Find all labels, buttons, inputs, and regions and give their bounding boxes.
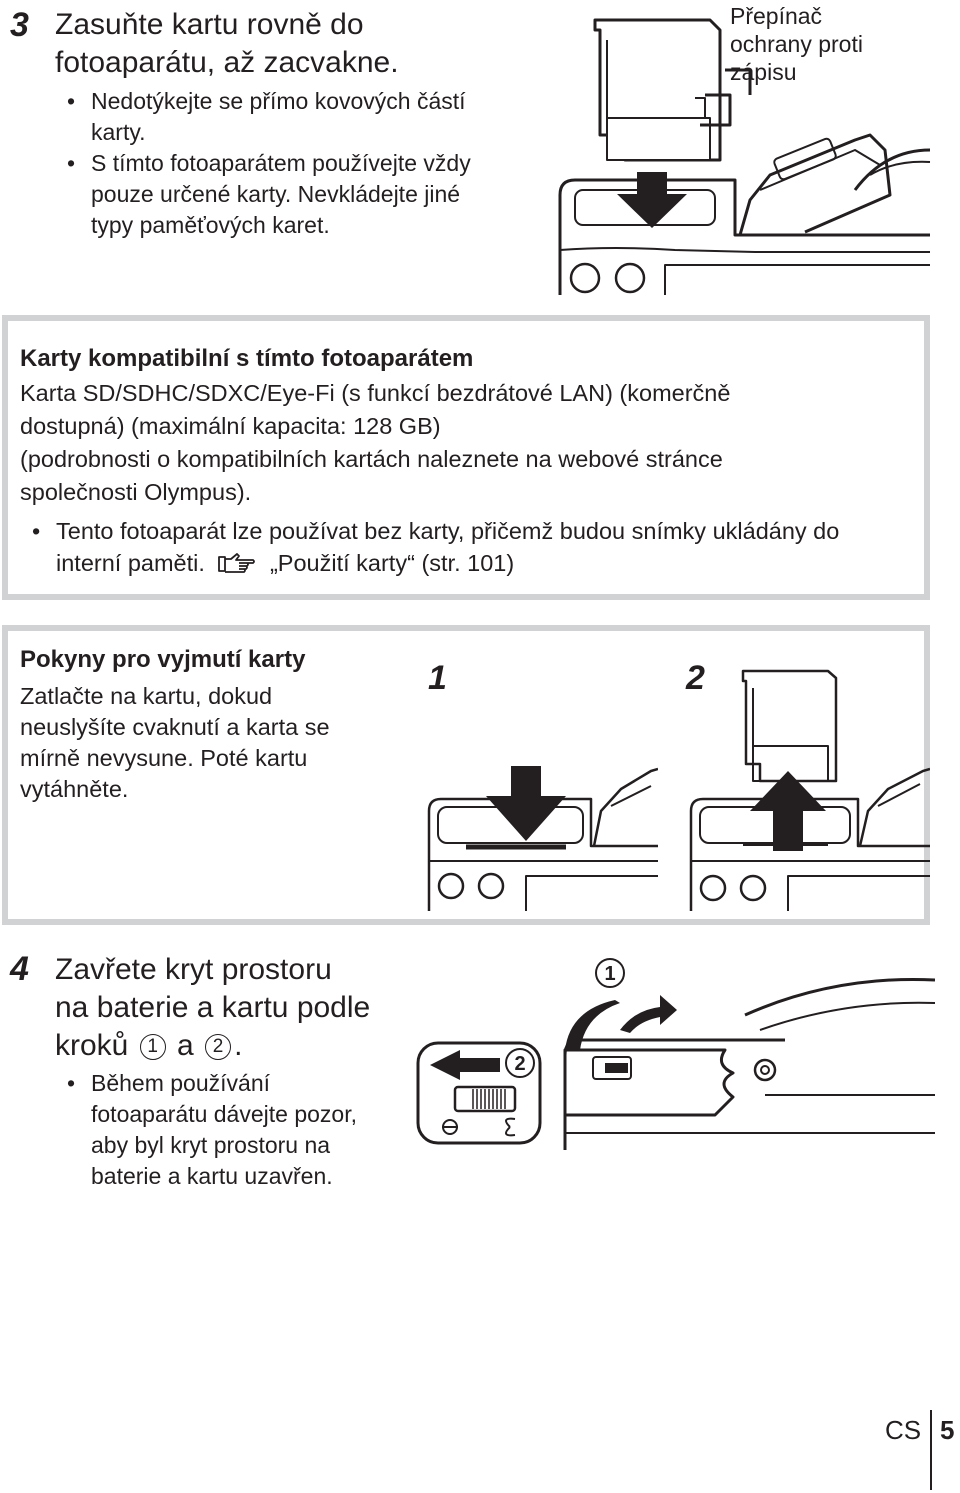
list-item [55, 86, 535, 148]
compatible-cards-bullets [20, 515, 930, 579]
arrow-left-icon [430, 1050, 500, 1080]
bullet-line: baterie a kartu uzavřen. [91, 1163, 333, 1189]
label-line: zápisu [730, 59, 797, 85]
bullet-line: • Nedotýkejte se přímo kovových částí [91, 88, 466, 114]
bullet-line: • Tento fotoaparát lze používat bez karty, přičemž budou snímky ukládány do [56, 518, 840, 544]
body-line: neuslyšíte cvaknutí a karta se [20, 714, 330, 740]
curved-arrow-icon [620, 995, 677, 1033]
step-4-number: 4 [10, 950, 29, 988]
body-line: Zatlačte na kartu, dokud [20, 683, 273, 709]
removal-figure-1-label: 1 [428, 659, 447, 697]
compatible-cards-box [2, 315, 930, 600]
step-4-title-line [55, 1027, 370, 1065]
bullet-line: • S tímto fotoaparátem používejte vždy [91, 150, 471, 176]
card-pull-illustration [688, 666, 930, 911]
step-3-number: 3 [10, 6, 29, 44]
callout-1: 1 [604, 963, 616, 985]
compatible-cards-title: Karty kompatibilní s tímto fotoaparátem [20, 345, 474, 372]
list-item [55, 1068, 415, 1192]
step-marker-2: 2 [205, 1034, 231, 1060]
footer-divider [930, 1410, 932, 1490]
removal-figure-2-label: 2 [686, 659, 705, 697]
body-line: vytáhněte. [20, 776, 129, 802]
title-text: . [234, 1029, 243, 1062]
label-line: ochrany proti [730, 31, 863, 57]
footer-language: CS [885, 1415, 922, 1445]
card-removal-body [20, 681, 330, 805]
arrow-up-icon [750, 771, 826, 851]
body-line: Karta SD/SDHC/SDXC/Eye-Fi (s funkcí bezdrátové LAN) (komerčně [20, 380, 731, 406]
arrow-down-icon [486, 766, 566, 841]
bullet-line: aby byl kryt prostoru na [91, 1132, 331, 1158]
step-4-title [55, 951, 370, 1065]
body-line: (podrobnosti o kompatibilních kartách naleznete na webové stránce [20, 446, 723, 472]
page-number: 5 [940, 1415, 955, 1445]
close-cover-illustration [415, 955, 935, 1150]
body-line: mírně nevysune. Poté kartu [20, 745, 308, 771]
compatible-cards-body [20, 377, 925, 509]
title-text: kroků [55, 1029, 129, 1062]
bullet-text: interní paměti. [56, 550, 205, 576]
body-line: dostupná) (maximální kapacita: 128 GB) [20, 413, 441, 439]
bullet-line: typy paměťových karet. [91, 212, 330, 238]
step-3-title [55, 6, 399, 82]
list-item [55, 148, 535, 241]
title-text: a [177, 1029, 194, 1062]
reference-hand-icon [217, 552, 257, 574]
step-3-title-line: fotoaparátu, až zacvakne. [55, 46, 399, 79]
write-protect-switch-label [730, 2, 863, 86]
card-push-illustration [426, 761, 658, 911]
step-3-bullets [55, 86, 535, 241]
card-removal-box [2, 625, 930, 925]
card-removal-title: Pokyny pro vyjmutí karty [20, 646, 306, 673]
bullet-line: pouze určené karty. Nevkládejte jiné [91, 181, 461, 207]
step-3-title-line: Zasuňte kartu rovně do [55, 8, 364, 41]
bullet-line: karty. [91, 119, 146, 145]
bullet-line [56, 547, 930, 579]
bullet-line: fotoaparátu dávejte pozor, [91, 1101, 357, 1127]
bullet-text: „Použití karty“ (str. 101) [269, 550, 515, 576]
step-4-title-line: na baterie a kartu podle [55, 991, 371, 1024]
label-line: Přepínač [730, 3, 823, 29]
callout-2: 2 [514, 1053, 526, 1075]
step-4-title-line: Zavřete kryt prostoru [55, 953, 332, 986]
bullet-line: • Během používání [91, 1070, 271, 1096]
list-item [20, 515, 930, 579]
step-marker-1: 1 [140, 1034, 166, 1060]
step-4-bullets [55, 1068, 415, 1192]
body-line: společnosti Olympus). [20, 479, 252, 505]
